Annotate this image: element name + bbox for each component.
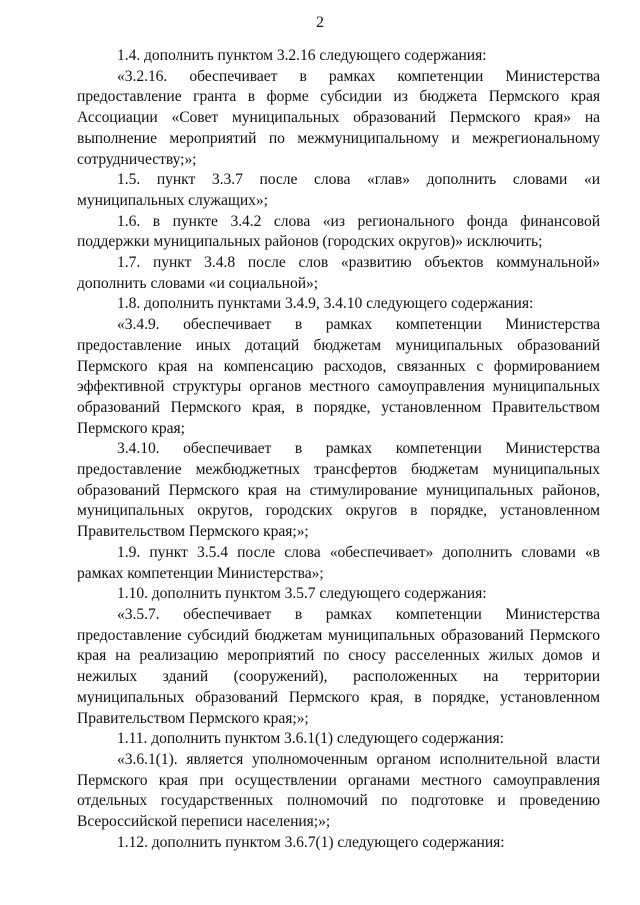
paragraph-3-4-9: «3.4.9. обеспечивает в рамках компетенции Министерства предоставление иных дотаций бюджетам муниципальных образований Пермского края на компенсацию расходов, связанных с формированием эффективной структуры органов местного самоуправления муниципальных образований Пермского края, в порядке, установленном Правительством Пермского края; <box>77 316 600 437</box>
paragraph-3-2-16: «3.2.16. обеспечивает в рамках компетенции Министерства предоставление гранта в форме субсидии из бюджета Пермского края Ассоциации «Совет муниципальных образований Пермского края» на выполнение мероприятий по межмуниципальному и межрегиональному сотрудничеству;»; <box>77 67 600 168</box>
document-body <box>77 46 600 853</box>
paragraph-1-11: 1.11. дополнить пунктом 3.6.1(1) следующего содержания: <box>117 730 504 748</box>
paragraph-3-6-1-1: «3.6.1(1). является уполномоченным органом исполнительной власти Пермского края при осуществлении органами местного самоуправления отдельных государственных полномочий по подготовке и проведению Всероссийской переписи населения;»; <box>77 750 600 831</box>
paragraph-3-4-10: 3.4.10. обеспечивает в рамках компетенции Министерства предоставление межбюджетных трансфертов бюджетам муниципальных образований Пермского края на стимулирование муниципальных районов, муниципальных округов, городских округов в порядке, установленном Правительством Пермского края;»; <box>77 440 600 541</box>
page-number: 2 <box>316 14 324 31</box>
paragraph-3-5-7: «3.5.7. обеспечивает в рамках компетенции Министерства предоставление субсидий бюджетам муниципальных образований Пермского края на реализацию мероприятий по сносу расселенных жилых домов и нежилых зданий (сооружений), расположенных на территории муниципальных образований Пермского края, в порядке, установленном Правительством Пермского края;»; <box>77 605 600 727</box>
paragraph-1-4: 1.4. дополнить пунктом 3.2.16 следующего содержания: <box>117 47 487 64</box>
paragraph-1-6: 1.6. в пункте 3.4.2 слова «из регионального фонда финансовой поддержки муниципальных районов (городских округов)» исключить; <box>77 212 600 251</box>
paragraph-1-8: 1.8. дополнить пунктами 3.4.9, 3.4.10 следующего содержания: <box>117 295 534 313</box>
paragraph-1-12: 1.12. дополнить пунктом 3.6.7(1) следующего содержания: <box>117 833 505 851</box>
paragraph-1-5: 1.5. пункт 3.3.7 после слова «глав» дополнить словами «и муниципальных служащих»; <box>77 171 600 209</box>
paragraph-1-9: 1.9. пункт 3.5.4 после слова «обеспечивает» дополнить словами «в рамках компетенции Министерства»; <box>77 543 600 582</box>
paragraph-1-10: 1.10. дополнить пунктом 3.5.7 следующего содержания: <box>117 585 487 603</box>
paragraph-1-7: 1.7. пункт 3.4.8 после слов «развитию объектов коммунальной» дополнить словами «и социальной»; <box>77 254 600 292</box>
